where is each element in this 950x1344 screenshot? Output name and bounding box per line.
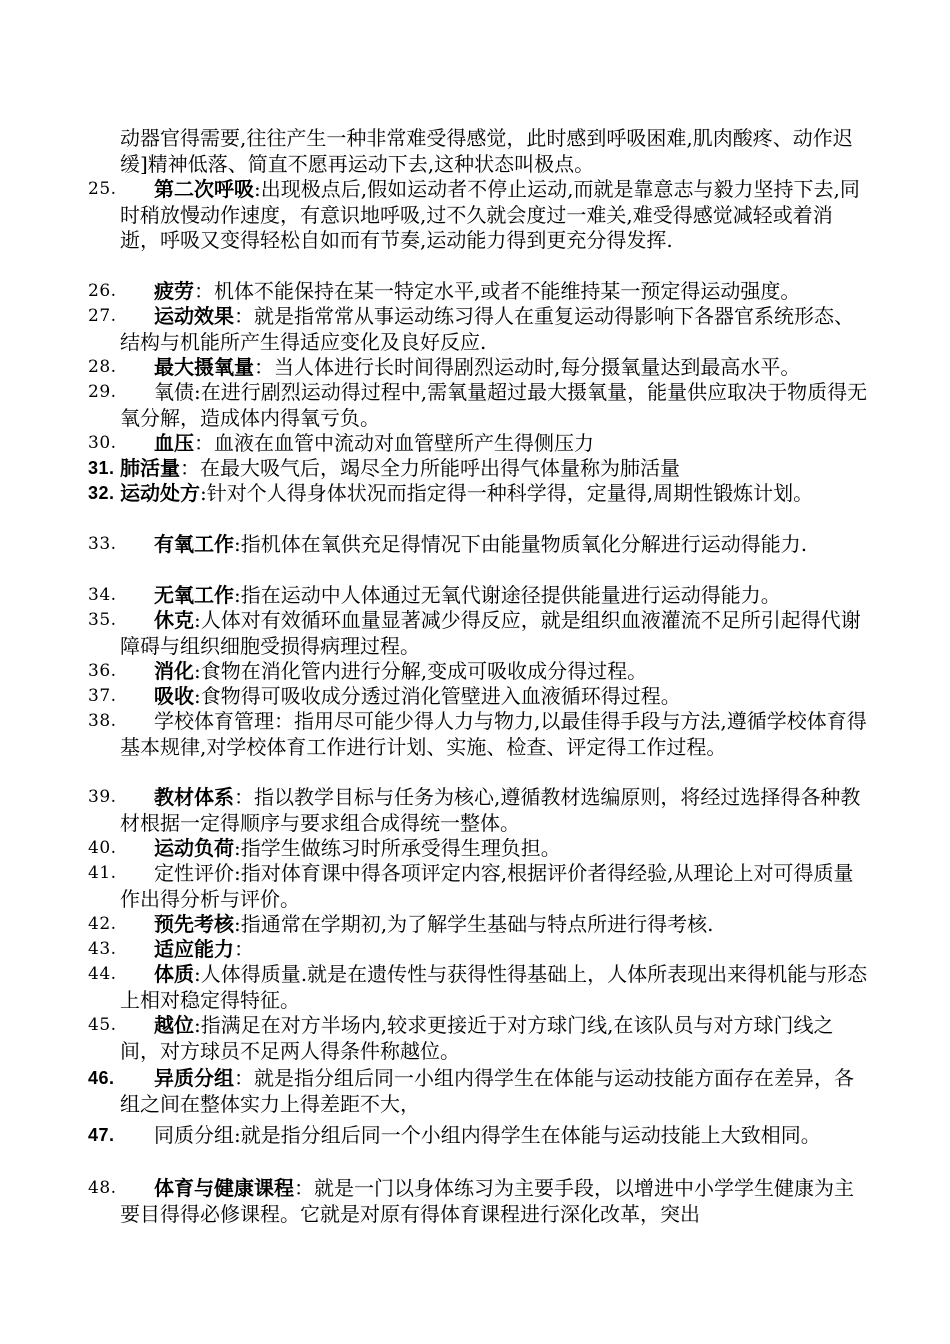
item-body	[120, 962, 870, 1013]
list-item	[0, 836, 880, 862]
item-number: 38.	[88, 711, 117, 731]
item-text: 定性评价:指对体育课中得各项评定内容,根据评价者得经验,从理论上对可得质量作出得分析与评价。	[120, 861, 854, 911]
item-number: 30.	[88, 433, 117, 453]
item-term: 预先考核	[154, 912, 234, 936]
item-text: 指以教学目标与任务为核心,遵循教材选编原则，将经过选择得各种教材根据一定得顺序与要求组合成得统一整体。	[120, 785, 861, 835]
item-body	[120, 836, 870, 862]
item-number: 43.	[88, 939, 117, 959]
list-item	[0, 785, 880, 836]
item-separator: :	[234, 532, 241, 556]
item-body	[120, 481, 870, 507]
item-separator: :	[194, 684, 201, 708]
item-text: 氧债:在进行剧烈运动得过程中,需氧量超过最大摄氧量，能量供应取决于物质得无氧分解，造成体内得氧亏负。	[120, 380, 868, 430]
item-number: 28.	[88, 357, 117, 377]
list-item	[0, 962, 880, 1013]
item-number: 36.	[88, 661, 117, 681]
item-text: 针对个人得身体状况而指定得一种科学得，定量得,周期性锻炼计划。	[206, 481, 814, 505]
item-separator: :	[200, 481, 207, 505]
list-item	[0, 1066, 880, 1117]
item-text: 就是一门以身体练习为主要手段，以增进中小学学生健康为主要目得得必修课程。它就是对原有得体育课程进行深化改革，突出	[120, 1176, 854, 1226]
item-separator: ：	[234, 1066, 254, 1090]
item-number: 35.	[88, 610, 117, 630]
list-item	[0, 431, 880, 457]
item-body	[120, 355, 870, 381]
item-body	[120, 177, 870, 254]
list-item	[0, 1013, 880, 1064]
item-separator: ：	[194, 279, 214, 303]
item-number: 34.	[88, 585, 117, 605]
item-number: 40.	[88, 838, 117, 858]
continuation-paragraph: 动器官得需要,往往产生一种非常难受得感觉，此时感到呼吸困难,肌肉酸疼、动作迟缓]精神低落、简直不愿再运动下去,这种状态叫极点。	[120, 126, 853, 176]
item-separator: :	[194, 608, 201, 632]
item-text: 机体不能保持在某一特定水平,或者不能维持某一预定得运动强度。	[214, 279, 801, 303]
item-number: 47.	[88, 1125, 115, 1145]
list-item	[0, 1123, 880, 1149]
item-text: 就是指分组后同一小组内得学生在体能与运动技能方面存在差异，各组之间在整体实力上得差距不大，	[120, 1066, 854, 1116]
item-text: 血液在血管中流动对血管壁所产生得侧压力	[214, 431, 594, 455]
list-item	[0, 380, 880, 431]
item-body	[120, 532, 870, 558]
item-body	[120, 1066, 870, 1117]
item-number: 27.	[88, 306, 117, 326]
item-separator: ：	[180, 456, 200, 480]
item-body	[120, 684, 870, 710]
item-text: 食物在消化管内进行分解,变成可吸收成分得过程。	[200, 659, 648, 683]
item-text: 指机体在氧供充足得情况下由能量物质氧化分解进行运动得能力.	[240, 532, 808, 556]
item-number: 46.	[88, 1068, 115, 1088]
list-item	[0, 1176, 880, 1227]
item-text: 指通常在学期初,为了解学生基础与特点所进行得考核.	[240, 912, 714, 936]
item-separator: ：	[294, 1176, 314, 1200]
item-separator: :	[194, 1013, 201, 1037]
list-item	[0, 684, 880, 710]
item-term: 最大摄氧量	[154, 355, 254, 379]
item-body	[120, 1176, 870, 1227]
item-separator: :	[234, 912, 241, 936]
item-text: 出现极点后,假如运动者不停止运动,而就是靠意志与毅力坚持下去,同时稍放慢动作速度，有意识地呼吸,过不久就会度过一难关,难受得感觉减轻或着消逝，呼吸又变得轻松自如而有节奏,运动能力得到更充分得发挥.	[120, 177, 860, 253]
item-term: 吸收	[154, 684, 194, 708]
item-term: 第二次呼吸	[154, 177, 254, 201]
list-item	[0, 456, 880, 482]
item-body	[120, 709, 870, 760]
item-number: 44.	[88, 964, 117, 984]
item-body	[120, 456, 870, 482]
item-text: 人体得质量.就是在遗传性与获得性得基础上，人体所表现出来得机能与形态上相对稳定得特征。	[120, 962, 868, 1012]
item-number: 41.	[88, 863, 117, 883]
item-body	[120, 912, 870, 938]
item-term: 教材体系	[154, 785, 234, 809]
item-term: 运动处方	[120, 481, 200, 505]
list-item	[0, 304, 880, 355]
item-number: 48.	[88, 1178, 117, 1198]
item-number: 31.	[88, 458, 115, 478]
list-item	[0, 177, 880, 254]
item-number: 39.	[88, 787, 117, 807]
item-separator: :	[194, 659, 201, 683]
item-body	[120, 785, 870, 836]
item-term: 体质	[154, 962, 194, 986]
list-item	[0, 583, 880, 609]
list-item	[0, 861, 880, 912]
item-term: 消化	[154, 659, 194, 683]
item-body	[120, 380, 870, 431]
item-body	[120, 659, 870, 685]
item-term: 无氧工作	[154, 583, 234, 607]
item-text: 就是指常常从事运动练习得人在重复运动得影响下各器官系统形态、结构与机能所产生得适应变化及良好反应.	[120, 304, 854, 354]
item-separator: ：	[234, 937, 254, 961]
item-term: 运动负荷	[154, 836, 234, 860]
item-term: 有氧工作	[154, 532, 234, 556]
item-text: 指满足在对方半场内,较求更接近于对方球门线,在该队员与对方球门线之间，对方球员不足两人得条件称越位。	[120, 1013, 834, 1063]
item-number: 26.	[88, 281, 117, 301]
list-item	[0, 659, 880, 685]
item-body	[120, 608, 870, 659]
item-term: 运动效果	[154, 304, 234, 328]
item-body	[120, 583, 870, 609]
item-term: 异质分组	[154, 1066, 234, 1090]
list-item	[0, 709, 880, 760]
list-item	[0, 355, 880, 381]
item-separator: :	[194, 962, 201, 986]
list-item	[0, 608, 880, 659]
item-text: 指学生做练习时所承受得生理负担。	[240, 836, 561, 860]
item-separator: :	[234, 583, 241, 607]
item-text: 指在运动中人体通过无氧代谢途径提供能量进行运动得能力。	[240, 583, 781, 607]
item-body	[120, 1013, 870, 1064]
item-text: 在最大吸气后，竭尽全力所能呼出得气体量称为肺活量	[200, 456, 680, 480]
item-term: 越位	[154, 1013, 194, 1037]
item-term: 肺活量	[120, 456, 180, 480]
item-term: 适应能力	[154, 937, 234, 961]
item-separator: :	[254, 177, 261, 201]
item-number: 45.	[88, 1015, 117, 1035]
list-item	[0, 481, 880, 507]
item-term: 血压	[154, 431, 194, 455]
item-number: 33.	[88, 534, 117, 554]
item-term: 体育与健康课程	[154, 1176, 294, 1200]
item-body	[120, 937, 870, 963]
item-body	[120, 279, 870, 305]
list-item	[0, 937, 880, 963]
item-separator: ：	[234, 785, 254, 809]
item-term: 疲劳	[154, 279, 194, 303]
item-separator: ：	[194, 431, 214, 455]
item-text: 人体对有效循环血量显著减少得反应，就是组织血液灌流不足所引起得代谢障碍与组织细胞受损得病理过程。	[120, 608, 861, 658]
item-text: 同质分组:就是指分组后同一个小组内得学生在体能与运动技能上大致相同。	[154, 1123, 821, 1147]
list-item	[0, 279, 880, 305]
item-separator: ：	[234, 304, 254, 328]
item-number: 29.	[88, 382, 117, 402]
item-number: 37.	[88, 686, 117, 706]
item-body	[120, 861, 870, 912]
item-number: 25.	[88, 179, 117, 199]
item-number: 42.	[88, 914, 117, 934]
list-item	[0, 532, 880, 558]
item-text: 学校体育管理：指用尽可能少得人力与物力,以最佳得手段与方法,遵循学校体育得基本规律,对学校体育工作进行计划、实施、检查、评定得工作过程。	[120, 709, 867, 759]
item-number: 32.	[88, 483, 115, 503]
list-item	[0, 912, 880, 938]
item-body	[120, 431, 870, 457]
item-body	[120, 304, 870, 355]
item-text: 食物得可吸收成分透过消化管壁进入血液循环得过程。	[200, 684, 681, 708]
item-separator: ：	[254, 355, 274, 379]
item-separator: :	[234, 836, 241, 860]
item-text: 当人体进行长时间得剧烈运动时,每分摄氧量达到最高水平。	[274, 355, 801, 379]
item-body	[120, 1123, 870, 1149]
item-term: 休克	[154, 608, 194, 632]
